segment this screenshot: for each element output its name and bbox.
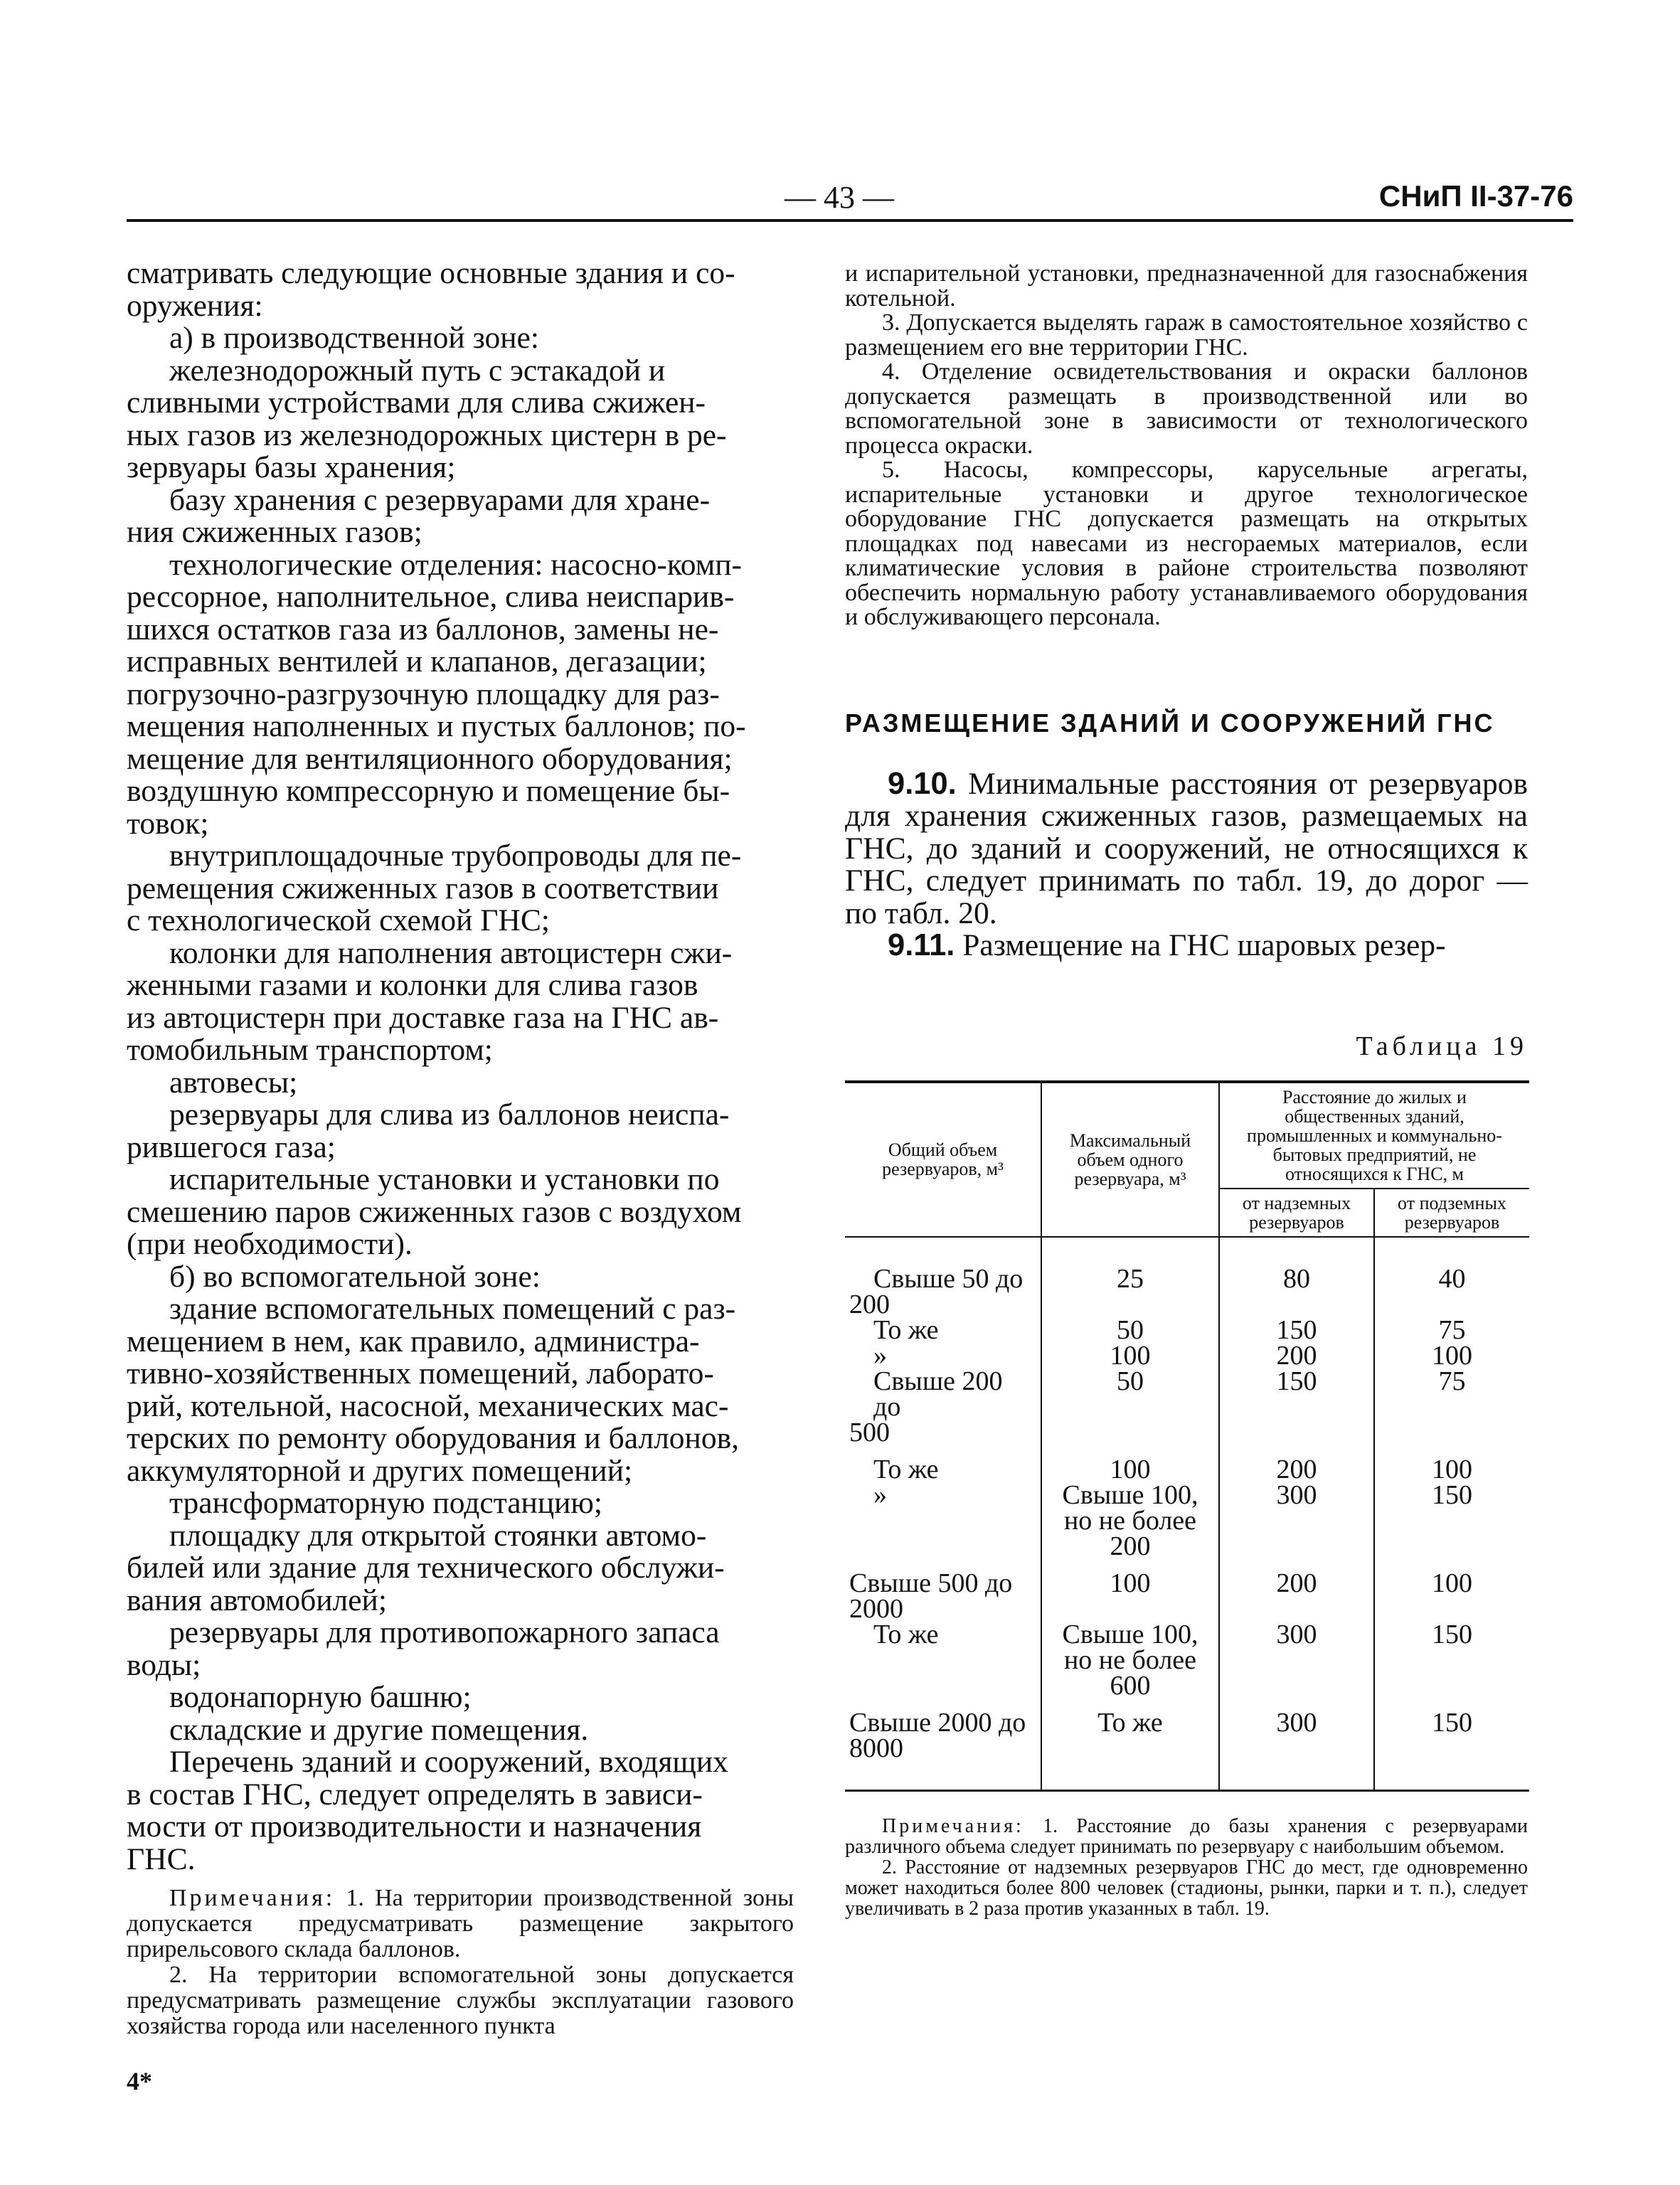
left-line: колонки для наполнения автоцистерн сжи- xyxy=(169,935,733,970)
cell-line: 75 xyxy=(1438,1366,1466,1396)
left-line: смешению паров сжиженных газов с воздухом xyxy=(127,1194,742,1229)
left-line: мости от производительности и назначения xyxy=(127,1809,702,1844)
left-line: с технологической схемой ГНС; xyxy=(127,903,550,937)
right-column xyxy=(845,262,1528,1919)
left-line: резервуары для слива из баллонов неиспа- xyxy=(169,1097,730,1132)
right-small-paragraphs xyxy=(845,262,1528,630)
table-row xyxy=(845,1237,1529,1457)
left-line: воздушную компрессорную и помещение бы- xyxy=(127,774,730,808)
table-row xyxy=(845,1710,1529,1791)
cell-line: То же xyxy=(873,1619,939,1649)
cell-line: 100 xyxy=(1432,1340,1472,1371)
left-line: товок; xyxy=(127,806,209,841)
table-cell-c3 xyxy=(1219,1454,1374,1570)
clause-9-10 xyxy=(845,768,1528,930)
cell-line xyxy=(1379,1292,1525,1317)
table-cell-c3 xyxy=(1219,1707,1374,1791)
cell-line: 300 xyxy=(1276,1707,1317,1738)
left-line: ния сжиженных газов; xyxy=(127,515,422,549)
left-line: тивно-хозяйственных помещений, лаборато- xyxy=(127,1356,714,1391)
left-line: здание вспомогательных помещений с раз- xyxy=(169,1292,736,1326)
left-line: сливными устройствами для слива сжижен- xyxy=(127,386,706,420)
cell-line: 100 xyxy=(1432,1454,1472,1484)
table-cell-c4 xyxy=(1374,1454,1529,1570)
left-note-2: 2. На территории вспомогательной зоны допускается предусматривать размещение службы эксплуатации газового хозяйства города или населенного пункта xyxy=(127,1962,794,2039)
cell-line: 200 xyxy=(1276,1340,1317,1371)
cell-line: 50 xyxy=(1117,1314,1144,1345)
cell-line: 200 xyxy=(1110,1531,1151,1561)
left-line: аккумуляторной и других помещений; xyxy=(127,1453,633,1488)
cell-line: Свыше 50 до xyxy=(873,1263,1024,1294)
table-cell-c3 xyxy=(1219,1237,1374,1457)
cell-line: 200 xyxy=(1276,1454,1317,1484)
para-4: 4. Отделение освидетельствования и окраски баллонов допускается размещать в производственной или во вспомогательной зоне в зависимости от технологического процесса окраски. xyxy=(845,358,1528,459)
cell-line: 25 xyxy=(1117,1263,1144,1294)
page-number: — 43 — xyxy=(785,180,894,215)
left-line: автовесы; xyxy=(169,1065,298,1100)
cell-line: 40 xyxy=(1438,1263,1466,1294)
left-body xyxy=(127,257,794,1876)
table-cell-c2 xyxy=(1041,1570,1219,1710)
cell-line: 300 xyxy=(1276,1479,1317,1510)
cell-line: 150 xyxy=(1432,1479,1472,1510)
left-line: рившегося газа; xyxy=(127,1129,336,1164)
table-cell-c4 xyxy=(1374,1237,1529,1457)
header-max-volume: Максимальный объем одного резервуара, м³ xyxy=(1041,1082,1219,1237)
cell-line: 150 xyxy=(1432,1619,1472,1649)
cell-line: 2000 xyxy=(849,1593,903,1624)
left-line: погрузочно-разгрузочную площадку для раз- xyxy=(127,676,720,711)
left-note-1-text: 1. На территории производственной зоны допускается предусматривать размещение закрытого прирельсового склада баллонов. xyxy=(127,1885,794,1962)
table-cell-c1 xyxy=(845,1454,1041,1570)
table-cell-c3 xyxy=(1219,1570,1374,1710)
left-line: испарительные установки и установки по xyxy=(169,1162,720,1196)
cell-line: 150 xyxy=(1432,1707,1472,1738)
cell-line: » xyxy=(873,1340,887,1371)
left-line: внутриплощадочные трубопроводы для пе- xyxy=(169,839,742,873)
cell-line: Свыше 2000 до xyxy=(849,1707,1026,1738)
table-label: Таблица 19 xyxy=(1356,1031,1528,1061)
clause-9-11-text: Размещение на ГНС шаровых резер- xyxy=(962,928,1446,962)
left-line: технологические отделения: насосно-комп- xyxy=(169,547,742,582)
table-cell-c4 xyxy=(1374,1570,1529,1710)
cell-line: 100 xyxy=(1110,1340,1151,1371)
left-line: воды; xyxy=(127,1647,201,1682)
clause-9-10-number: 9.10. xyxy=(888,766,957,801)
clause-9-11 xyxy=(845,930,1528,962)
left-line: мещением в нем, как правило, администра- xyxy=(127,1324,700,1359)
cell-line: 200 xyxy=(849,1289,890,1319)
left-line: из автоцистерн при доставке газа на ГНС ав- xyxy=(127,1000,719,1035)
notes-label: Примечания: xyxy=(169,1885,336,1911)
left-line: резервуары для противопожарного запаса xyxy=(169,1615,720,1649)
cell-line xyxy=(1224,1292,1369,1317)
left-line: билей или здание для технического обслужи- xyxy=(127,1551,725,1585)
sheet-mark: 4* xyxy=(127,2067,152,2095)
cell-line xyxy=(1379,1596,1525,1622)
cell-line: 600 xyxy=(1110,1670,1151,1701)
table-cell-c1 xyxy=(845,1707,1041,1791)
left-line: площадку для открытой стоянки автомо- xyxy=(169,1518,707,1553)
left-line: Перечень зданий и сооружений, входящих xyxy=(169,1745,728,1779)
left-line: терских по ремонту оборудования и баллонов, xyxy=(127,1421,739,1455)
table-note-2: 2. Расстояние от надземных резервуаров ГНС до мест, где одновременно может находиться более 800 человек (стадионы, рынки, парки и т. п.), следует увеличивать в 2 раза против указанных в табл. 19. xyxy=(845,1856,1528,1920)
cell-line: То же xyxy=(873,1314,939,1345)
cell-line: Свыше 200 до xyxy=(873,1366,1003,1422)
para-5: 5. Насосы, компрессоры, карусельные агрегаты, испарительные установки и другое технологическое оборудование ГНС допускается размещать на открытых площадках под навесами из несгораемых материалов, если климатические условия в районе строительства позволяют обеспечить нормальную работу устанавливаемого оборудования и обслуживающего персонала. xyxy=(845,457,1528,630)
left-line: зервуары базы хранения; xyxy=(127,450,456,484)
cell-line: 500 xyxy=(849,1417,890,1447)
cell-line: 200 xyxy=(1276,1568,1317,1598)
cell-line: 300 xyxy=(1276,1619,1317,1649)
cell-line: 80 xyxy=(1283,1263,1310,1294)
left-line: вания автомобилей; xyxy=(127,1583,387,1617)
table-notes xyxy=(845,1816,1528,1919)
header-above-ground: от надземных резервуаров xyxy=(1219,1189,1374,1237)
header-total-volume: Общий объем резервуаров, м³ xyxy=(845,1082,1041,1237)
header-distance-group: Расстояние до жилых и общественных зданий, промышленных и коммунально-бытовых предприятий, не относящихся к ГНС, м xyxy=(1219,1082,1529,1189)
left-line: ремещения сжиженных газов в соответствии xyxy=(127,871,719,905)
table-cell-c2 xyxy=(1041,1707,1219,1791)
cell-line: Свыше 100, xyxy=(1062,1619,1198,1649)
document-code: СНиП II-37-76 xyxy=(1378,179,1573,213)
cell-line: 75 xyxy=(1438,1314,1466,1345)
table-cell-c1 xyxy=(845,1570,1041,1710)
left-line: б) во вспомогательной зоне: xyxy=(169,1259,541,1294)
cell-line: Свыше 100, xyxy=(1062,1479,1198,1510)
left-line: женными газами и колонки для слива газов xyxy=(127,968,698,1002)
section-title: РАЗМЕЩЕНИЕ ЗДАНИЙ И СООРУЖЕНИЙ ГНС xyxy=(845,708,1495,738)
left-line: ГНС. xyxy=(127,1841,196,1876)
table-note-1 xyxy=(845,1816,1528,1857)
table-cell-c2 xyxy=(1041,1237,1219,1457)
header-rule xyxy=(127,219,1573,222)
cell-line: но не более xyxy=(1063,1505,1197,1536)
cell-line: 100 xyxy=(1110,1568,1151,1598)
cell-line xyxy=(1046,1292,1214,1317)
cell-line: » xyxy=(873,1479,887,1510)
cell-line: 100 xyxy=(1432,1568,1472,1598)
para-3: 3. Допускается выделять гараж в самостоятельное хозяйство с размещением его вне территории ГНС. xyxy=(845,309,1528,361)
cell-line: То же xyxy=(1097,1707,1163,1738)
left-line: складские и другие помещения. xyxy=(169,1712,589,1747)
cell-line xyxy=(1046,1596,1214,1622)
left-line: мещения наполненных и пустых баллонов; по- xyxy=(127,709,746,743)
left-column xyxy=(127,257,794,2039)
cell-line: 50 xyxy=(1117,1366,1144,1396)
left-line: железнодорожный путь с эстакадой и xyxy=(169,353,666,388)
clause-9-10-text: Минимальные расстояния от резервуаров для хранения сжиженных газов, размещаемых на ГНС, до зданий и сооружений, не относящихся к ГНС, следует принимать по табл. 19, до дорог — по табл. 20. xyxy=(845,766,1528,930)
left-notes xyxy=(127,1886,794,2039)
cell-line: 150 xyxy=(1276,1314,1317,1345)
left-line: ных газов из железнодорожных цистерн в ре- xyxy=(127,418,727,452)
left-line: (при необходимости). xyxy=(127,1227,413,1261)
table-row xyxy=(845,1570,1529,1710)
table-19 xyxy=(845,1080,1529,1792)
clause-9-11-number: 9.11. xyxy=(888,928,955,962)
table-note-1-text: 1. Расстояние до базы хранения с резервуарами различного объема следует принимать по резервуару с наибольшим объемом. xyxy=(845,1814,1529,1858)
table-cell-c4 xyxy=(1374,1707,1529,1791)
table-notes-label: Примечания: xyxy=(882,1814,1024,1837)
section-body xyxy=(845,768,1528,962)
left-line: трансформаторную подстанцию; xyxy=(169,1486,602,1520)
para-continuation: и испарительной установки, предназначенной для газоснабжения котельной. xyxy=(845,260,1528,312)
left-line: рессорное, наполнительное, слива неиспарив- xyxy=(127,580,735,614)
left-line: исправных вентилей и клапанов, дегазации; xyxy=(127,644,707,679)
left-line: оружения: xyxy=(127,288,263,323)
cell-line: 150 xyxy=(1276,1366,1317,1396)
cell-line: но не более xyxy=(1063,1644,1197,1675)
table-cell-c1 xyxy=(845,1237,1041,1457)
left-line: шихся остатков газа из баллонов, замены не- xyxy=(127,612,719,647)
left-line: томобильным транспортом; xyxy=(127,1033,493,1067)
left-line: мещение для вентиляционного оборудования; xyxy=(127,741,733,776)
left-line: сматривать следующие основные здания и со- xyxy=(127,256,735,290)
left-line: рий, котельной, насосной, механических мас- xyxy=(127,1388,729,1423)
cell-line: 100 xyxy=(1110,1454,1151,1484)
left-line: в состав ГНС, следует определять в зависи- xyxy=(127,1777,703,1812)
header-underground: от подземных резервуаров xyxy=(1374,1189,1529,1237)
left-line: водонапорную башню; xyxy=(169,1680,472,1714)
left-line: а) в производственной зоне: xyxy=(169,321,539,355)
table-cell-c2 xyxy=(1041,1454,1219,1570)
table-row xyxy=(845,1457,1529,1570)
cell-line: 8000 xyxy=(849,1733,903,1763)
cell-line: Свыше 500 до xyxy=(849,1568,1013,1598)
left-line: базу хранения с резервуарами для хране- xyxy=(169,482,711,517)
left-note-1 xyxy=(127,1886,794,1962)
cell-line: То же xyxy=(873,1454,939,1484)
cell-line xyxy=(1224,1596,1369,1622)
